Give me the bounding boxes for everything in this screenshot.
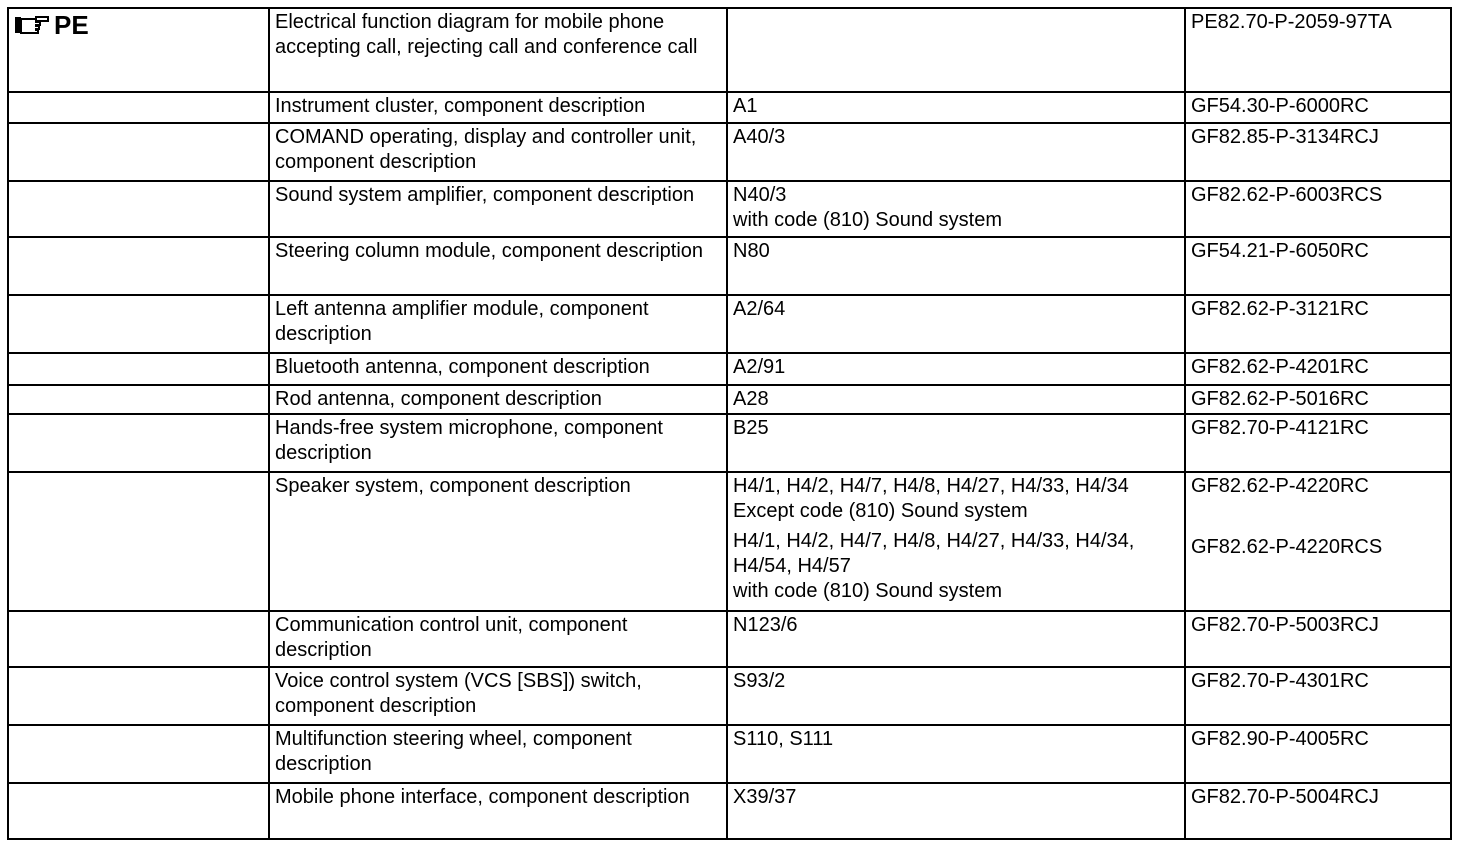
row-component: A2/91 <box>727 353 1185 385</box>
row-component: A40/3 <box>727 123 1185 181</box>
empty-cell <box>8 181 269 237</box>
row-description: Mobile phone interface, component description <box>269 783 727 839</box>
empty-cell <box>8 295 269 353</box>
row-component: A28 <box>727 385 1185 414</box>
row-component: A1 <box>727 92 1185 123</box>
table-row <box>8 123 1451 181</box>
row-description: COMAND operating, display and controller unit, component description <box>269 123 727 181</box>
table-row <box>8 667 1451 725</box>
row-description: Hands-free system microphone, component description <box>269 414 727 472</box>
row-document-link[interactable]: GF82.62-P-4201RC <box>1185 353 1451 385</box>
row-document-link[interactable]: GF82.62-P-6003RCS <box>1185 181 1451 237</box>
row-description: Speaker system, component description <box>269 472 727 611</box>
row-document-cell <box>1185 472 1451 611</box>
table-row <box>8 725 1451 783</box>
header-document-link[interactable]: PE82.70-P-2059-97TA <box>1185 8 1451 92</box>
row-description: Left antenna amplifier module, component description <box>269 295 727 353</box>
header-title: Electrical function diagram for mobile phone accepting call, rejecting call and conference call <box>269 8 727 92</box>
empty-cell <box>8 237 269 295</box>
table-row <box>8 385 1451 414</box>
header-component <box>727 8 1185 92</box>
empty-cell <box>8 783 269 839</box>
empty-cell <box>8 472 269 611</box>
empty-cell <box>8 385 269 414</box>
row-description: Communication control unit, component description <box>269 611 727 667</box>
row-description: Multifunction steering wheel, component description <box>269 725 727 783</box>
row-description: Instrument cluster, component description <box>269 92 727 123</box>
row-document-link[interactable]: GF82.70-P-4301RC <box>1185 667 1451 725</box>
pe-marker-label: PE <box>54 10 89 40</box>
table-row <box>8 237 1451 295</box>
table-row <box>8 295 1451 353</box>
row-description: Sound system amplifier, component description <box>269 181 727 237</box>
empty-cell <box>8 353 269 385</box>
reference-table <box>7 7 1452 840</box>
pe-marker <box>14 10 89 40</box>
table-row <box>8 611 1451 667</box>
table-row <box>8 353 1451 385</box>
empty-cell <box>8 667 269 725</box>
table-row <box>8 783 1451 839</box>
row-document-link[interactable]: GF82.62-P-3121RC <box>1185 295 1451 353</box>
row-description: Voice control system (VCS [SBS]) switch, component description <box>269 667 727 725</box>
marker-cell <box>8 8 269 92</box>
row-component: H4/1, H4/2, H4/7, H4/8, H4/27, H4/33, H4/34 <box>733 475 1129 497</box>
row-description: Bluetooth antenna, component description <box>269 353 727 385</box>
row-document-link[interactable]: GF82.90-P-4005RC <box>1185 725 1451 783</box>
row-component: H4/1, H4/2, H4/7, H4/8, H4/27, H4/33, H4/34, H4/54, H4/57 <box>733 530 1135 577</box>
row-document-link[interactable]: GF82.70-P-5004RCJ <box>1185 783 1451 839</box>
row-component-note: Except code (810) Sound system <box>733 500 1028 522</box>
variant-block <box>733 474 1179 524</box>
row-component-cell <box>727 181 1185 237</box>
row-component: N80 <box>727 237 1185 295</box>
row-component: X39/37 <box>727 783 1185 839</box>
row-component-note: with code (810) Sound system <box>733 580 1003 602</box>
table-row <box>8 414 1451 472</box>
row-description: Rod antenna, component description <box>269 385 727 414</box>
row-document-link[interactable]: GF82.70-P-4121RC <box>1185 414 1451 472</box>
variant-block <box>733 529 1179 604</box>
row-component: N123/6 <box>727 611 1185 667</box>
pointing-hand-icon <box>14 14 50 36</box>
row-component-note: with code (810) Sound system <box>733 209 1003 231</box>
empty-cell <box>8 123 269 181</box>
row-component: N40/3 <box>733 184 787 206</box>
empty-cell <box>8 611 269 667</box>
row-document-link[interactable]: GF82.70-P-5003RCJ <box>1185 611 1451 667</box>
empty-cell <box>8 725 269 783</box>
row-component: B25 <box>727 414 1185 472</box>
table-row <box>8 472 1451 611</box>
spacer <box>1191 504 1445 530</box>
row-component: A2/64 <box>727 295 1185 353</box>
row-description: Steering column module, component description <box>269 237 727 295</box>
row-component: S110, S111 <box>727 725 1185 783</box>
empty-cell <box>8 414 269 472</box>
row-document-link[interactable]: GF82.62-P-5016RC <box>1185 385 1451 414</box>
header-row <box>8 8 1451 92</box>
row-document-link[interactable]: GF54.21-P-6050RC <box>1185 237 1451 295</box>
row-component: S93/2 <box>727 667 1185 725</box>
empty-cell <box>8 92 269 123</box>
row-document-link[interactable]: GF82.62-P-4220RCS <box>1191 536 1383 558</box>
row-component-cell <box>727 472 1185 611</box>
table-row <box>8 92 1451 123</box>
table-row <box>8 181 1451 237</box>
row-document-link[interactable]: GF82.85-P-3134RCJ <box>1185 123 1451 181</box>
row-document-link[interactable]: GF54.30-P-6000RC <box>1185 92 1451 123</box>
row-document-link[interactable]: GF82.62-P-4220RC <box>1191 475 1369 497</box>
